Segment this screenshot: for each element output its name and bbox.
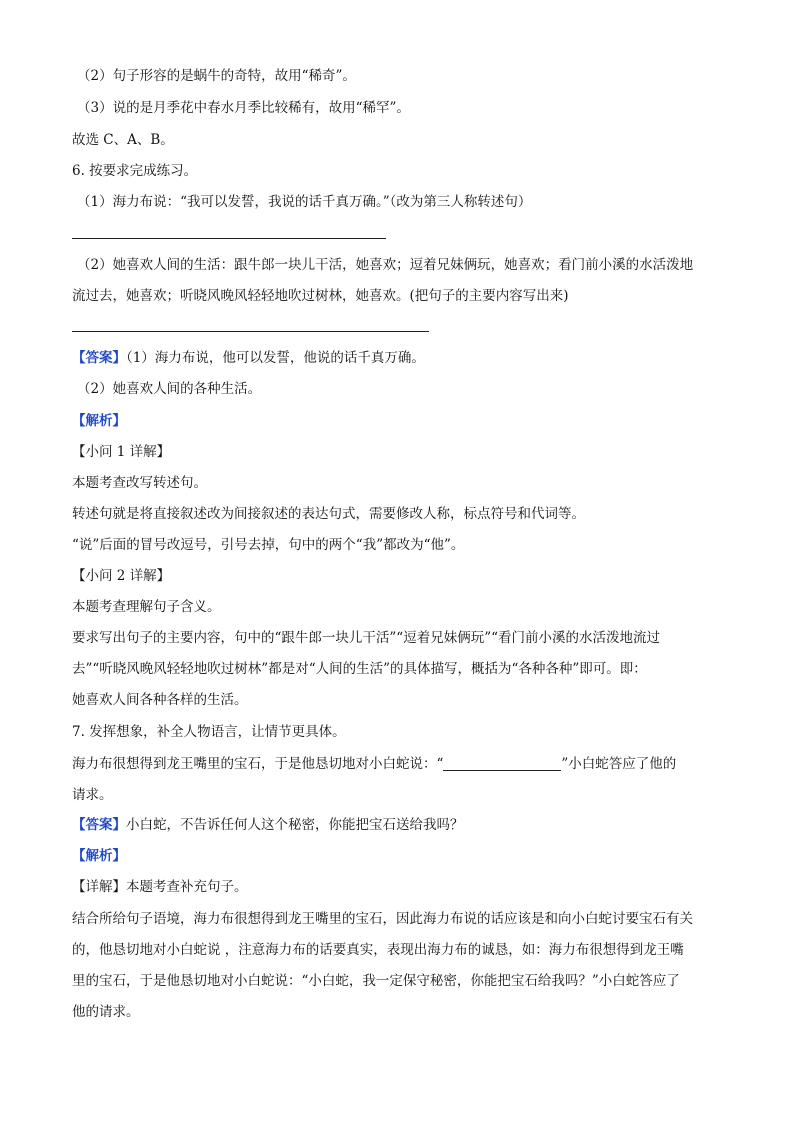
text-line: 转述句就是将直接叙述改为间接叙述的表达句式，需要修改人称，标点符号和代词等。 [72, 506, 585, 522]
text-line: 她喜欢人间各种各样的生活。 [72, 692, 248, 708]
question-6-part-2: （2）她喜欢人间的生活：跟牛郎一块儿干活，她喜欢；逗着兄妹俩玩，她喜欢；看门前小溪的水活泼地 [77, 257, 694, 273]
text-line: （2）句子形容的是蜗牛的奇特，故用“稀奇”。 [77, 68, 356, 84]
answer-blank-line [72, 238, 386, 239]
text-line: 结合所给句子语境，海力布很想得到龙王嘴里的宝石，因此海力布说的话应该是和向小白蛇讨要宝石有关 [72, 911, 693, 927]
text-line: 里的宝石，于是他恳切地对小白蛇说：“小白蛇，我一定保守秘密，你能把宝石给我吗？”小白蛇答应了 [72, 973, 680, 989]
answer-tag: 【答案】 [72, 350, 126, 366]
question-7-title: 7. 发挥想象，补全人物语言，让情节更具体。 [72, 724, 346, 740]
text-line: 去”“听晓风晚风轻轻地吹过树林”都是对“人间的生活”的具体描写，概括为“各种各种”即可。即： [72, 661, 647, 677]
fill-blank [443, 756, 561, 771]
text-line: 的，他恳切地对小白蛇说 ，注意海力布的话要真实，表现出海力布的诚恳，如：海力布很想得到龙王嘴 [72, 942, 684, 958]
answer-tag: 【答案】 [72, 817, 126, 833]
text-line: 故选 C、A、B。 [72, 132, 174, 148]
question-6-part-2-cont: 流过去，她喜欢；听晓风晚风轻轻地吹过树林，她喜欢。(把句子的主要内容写出来) [72, 288, 569, 304]
text-line: 要求写出句子的主要内容，句中的“跟牛郎一块儿干活”“逗着兄妹俩玩”“看门前小溪的水活泼地流过 [72, 630, 661, 646]
question-6-part-1: （1）海力布说：“我可以发誓，我说的话千真万确。”（改为第三人称转述句） [77, 194, 532, 210]
text-line: 本题考查理解句子含义。 [72, 599, 221, 615]
text-line: 本题考查改写转述句。 [72, 475, 207, 491]
question-7-text: ”小白蛇答应了他的 [561, 756, 677, 772]
answer-text: （1）海力布说，他可以发誓，他说的话千真万确。 [126, 350, 425, 366]
text-line: “说”后面的冒号改逗号，引号去掉，句中的两个“我”都改为“他”。 [72, 537, 465, 553]
question-6-title: 6. 按要求完成练习。 [72, 163, 198, 179]
question-7-cont: 请求。 [72, 787, 113, 803]
answer-blank-line [72, 331, 429, 332]
answer-text: 小白蛇，不告诉任何人这个秘密，你能把宝石送给我吗？ [126, 817, 464, 833]
analysis-tag: 【解析】 [72, 848, 126, 864]
answer-7-line [72, 815, 464, 835]
detail-text: 本题考查补充句子。 [126, 879, 248, 895]
question-7-prompt [72, 754, 676, 774]
detail-line [72, 877, 248, 897]
sub-question-1-tag: 【小问 1 详解】 [72, 444, 171, 460]
sub-question-2-tag: 【小问 2 详解】 [72, 568, 171, 584]
question-7-text: 海力布很想得到龙王嘴里的宝石，于是他恳切地对小白蛇说：“ [72, 756, 444, 772]
text-line: （3）说的是月季花中春水月季比较稀有，故用“稀罕”。 [77, 100, 410, 116]
detail-tag: 【详解】 [72, 879, 126, 895]
analysis-tag: 【解析】 [72, 413, 126, 429]
answer-6-2: （2）她喜欢人间的各种生活。 [77, 381, 262, 397]
answer-6-1-line [72, 348, 425, 368]
text-line: 他的请求。 [72, 1004, 140, 1020]
